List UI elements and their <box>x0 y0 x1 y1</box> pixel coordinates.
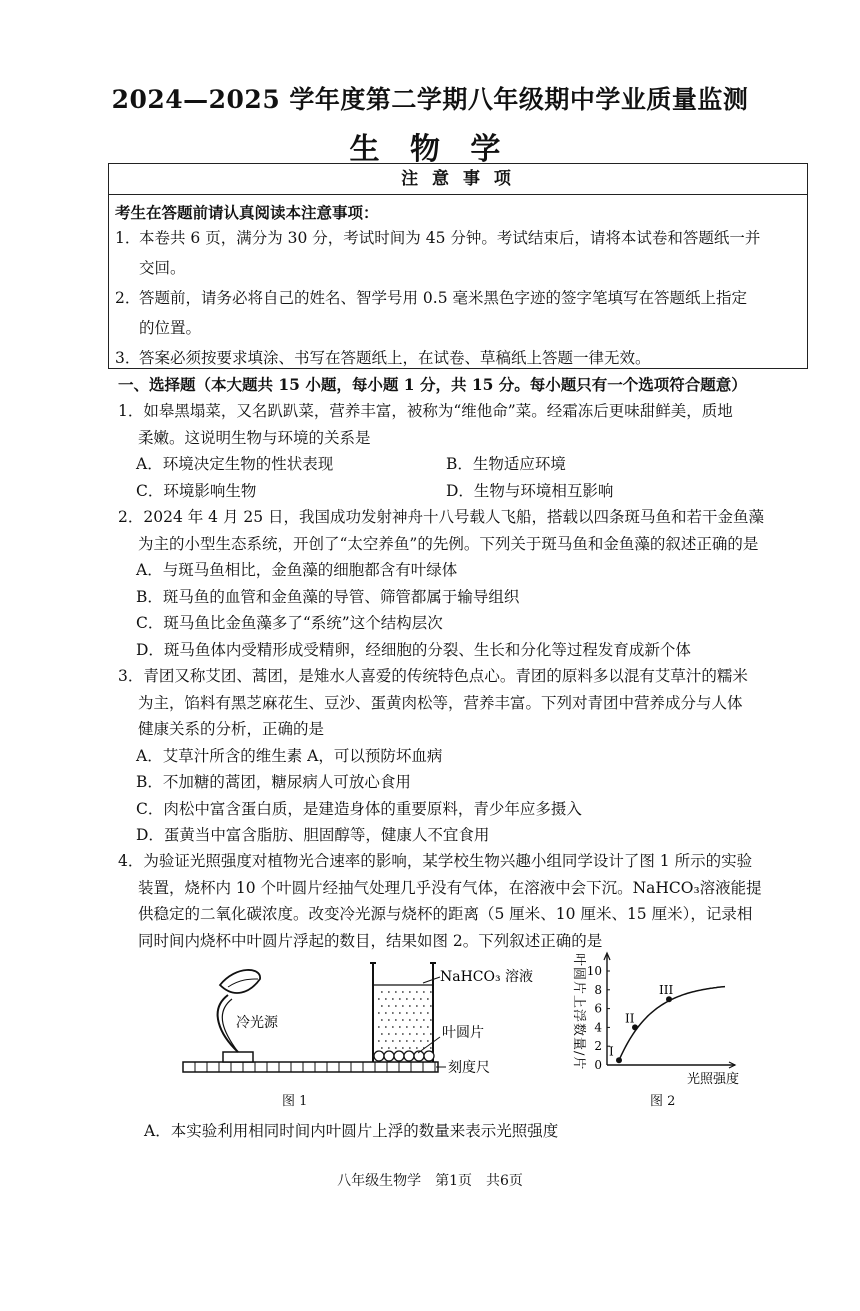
ruler-ticks <box>195 1062 435 1072</box>
question-3 <box>118 663 808 849</box>
question-text: 供稳定的二氧化碳浓度。改变冷光源与烧杯的距离（5 厘米、10 厘米、15 厘米），记录相 <box>138 905 753 923</box>
notice-item-text: 答题前，请务必将自己的姓名、智学号用 0.5 毫米黑色字迹的签字笔填写在答题纸上指定 <box>139 289 748 307</box>
question-text: 柔嫩。这说明生物与环境的关系是 <box>138 428 371 447</box>
option-d: D．生物与环境相互影响 <box>446 481 614 500</box>
notice-item-text: 本卷共 6 页，满分为 30 分，考试时间为 45 分钟。考试结束后，请将本试卷和答题纸一并 <box>139 229 761 247</box>
leaf-disc <box>424 1051 434 1061</box>
chart-point-label: II <box>625 1011 635 1026</box>
question-text: 2．2024 年 4 月 25 日，我国成功发射神舟十八号载人飞船，搭载以四条斑马鱼和若干金鱼藻 <box>118 508 765 526</box>
subject-title: 生 物 学 <box>349 132 511 167</box>
leaf-disc <box>374 1051 384 1061</box>
question-text: 3．青团又称艾团、蒿团，是雉水人喜爱的传统特色点心。青团的原料多以混有艾草汁的糯米 <box>118 667 748 685</box>
chart-y-tick-label: 10 <box>586 964 602 978</box>
option-c: C．环境影响生物 <box>136 481 257 500</box>
option-d: D．斑马鱼体内受精形成受精卵，经细胞的分裂、生长和分化等过程发育成新个体 <box>136 640 691 659</box>
option-a: A．环境决定生物的性状表现 <box>136 455 334 473</box>
chart-y-tick-label: 4 <box>594 1020 602 1035</box>
option-a: A．本实验利用相同时间内叶圆片上浮的数量来表示光照强度 <box>144 1122 559 1140</box>
label-light: 冷光源 <box>236 1015 278 1031</box>
figure-1-caption: 图 1 <box>282 1094 308 1109</box>
chart-xlabel: 光照强度 <box>687 1072 740 1087</box>
notice-item-text-cont: 交回。 <box>139 259 186 277</box>
notice-intro: 考生在答题前请认真阅读本注意事项： <box>115 203 379 222</box>
option-d: D．蛋黄当中富含脂肪、胆固醇等，健康人不宜食用 <box>136 826 490 844</box>
notice-item-number: 2． <box>115 289 141 307</box>
question-text: 为主的小型生态系统，开创了“太空养鱼”的先例。下列关于斑马鱼和金鱼藻的叙述正确的是 <box>138 534 759 553</box>
section-heading: 一、选择题（本大题共 15 小题，每小题 1 分，共 15 分。每小题只有一个选项符合题意） <box>118 375 747 394</box>
question-text: 1．如皋黑塌菜，又名趴趴菜，营养丰富，被称为“维他命”菜。经霜冻后更味甜鲜美，质地 <box>118 402 733 420</box>
question-text: 同时间内烧杯中叶圆片浮起的数目，结果如图 2。下列叙述正确的是 <box>138 931 603 950</box>
question-4-options <box>118 1118 808 1145</box>
notice-item-3 <box>115 343 807 373</box>
leaf-disc <box>394 1051 404 1061</box>
lamp-base <box>223 1052 253 1062</box>
chart-point-1 <box>616 1057 622 1063</box>
option-a: A．与斑马鱼相比，金鱼藻的细胞都含有叶绿体 <box>136 561 458 579</box>
notice-item-number: 3． <box>115 349 141 367</box>
question-1 <box>118 398 808 504</box>
notice-item-1 <box>115 223 807 283</box>
leaf-disc <box>404 1051 414 1061</box>
question-text: 为主，馅料有黑芝麻花生、豆沙、蛋黄肉松等，营养丰富。下列对青团中营养成分与人体 <box>138 693 743 712</box>
question-4 <box>118 848 808 954</box>
leaf-disc <box>384 1051 394 1061</box>
label-disc: 叶圆片 <box>442 1025 484 1041</box>
chart-point-label: I <box>609 1044 614 1059</box>
label-solution: NaHCO₃ 溶液 <box>440 969 534 985</box>
chart-ylabel: 叶圆片上浮数量/片 <box>571 953 586 1071</box>
label-ruler: 刻度尺 <box>448 1060 490 1076</box>
chart-y-tick-label: 6 <box>594 1001 602 1016</box>
notice-heading: 注 意 事 项 <box>109 164 807 195</box>
leaf-discs <box>374 1051 434 1061</box>
question-text: 健康关系的分析，正确的是 <box>138 720 325 738</box>
option-b: B．不加糖的蒿团，糖尿病人可放心食用 <box>136 773 411 791</box>
ruler <box>183 1062 438 1072</box>
option-c: C．斑马鱼比金鱼藻多了“系统”这个结构层次 <box>136 614 443 632</box>
option-a: A．艾草汁所含的维生素 A，可以预防坏血病 <box>136 746 443 765</box>
page-footer: 八年级生物学 第1页 共6页 <box>337 1173 523 1189</box>
notice-item-text-cont: 的位置。 <box>139 319 202 337</box>
question-text: 4．为验证光照强度对植物光合速率的影响，某学校生物兴趣小组同学设计了图 1 所示的实验 <box>118 852 753 870</box>
question-text: 装置，烧杯内 10 个叶圆片经抽气处理几乎没有气体，在溶液中会下沉。NaHCO₃溶液能提 <box>138 878 762 897</box>
chart-y-tick-label: 8 <box>594 982 602 997</box>
option-b: B．斑马鱼的血管和金鱼藻的导管、筛管都属于输导组织 <box>136 587 520 606</box>
chart-y-tick-label: 2 <box>594 1039 602 1054</box>
notice-item-2 <box>115 283 807 343</box>
question-2 <box>118 504 808 663</box>
option-b: B．生物适应环境 <box>446 455 566 473</box>
leader-solution <box>423 977 440 983</box>
figure-2-caption: 图 2 <box>650 1094 676 1109</box>
figure-2-chart <box>555 945 755 1090</box>
notice-item-number: 1． <box>115 229 141 247</box>
solution-dots <box>378 991 432 1049</box>
chart-y-tick-label: 0 <box>594 1058 602 1072</box>
option-c: C．肉松中富含蛋白质，是建造身体的重要原料，青少年应多摄入 <box>136 799 582 818</box>
exam-title: 2024—2025 学年度第二学期八年级期中学业质量监测 <box>111 85 749 114</box>
notice-item-text: 答案必须按要求填涂、书写在答题纸上，在试卷、草稿纸上答题一律无效。 <box>139 349 651 367</box>
figure-1-apparatus <box>178 955 548 1080</box>
notice-box <box>108 163 808 369</box>
chart-point-label: III <box>659 983 674 998</box>
